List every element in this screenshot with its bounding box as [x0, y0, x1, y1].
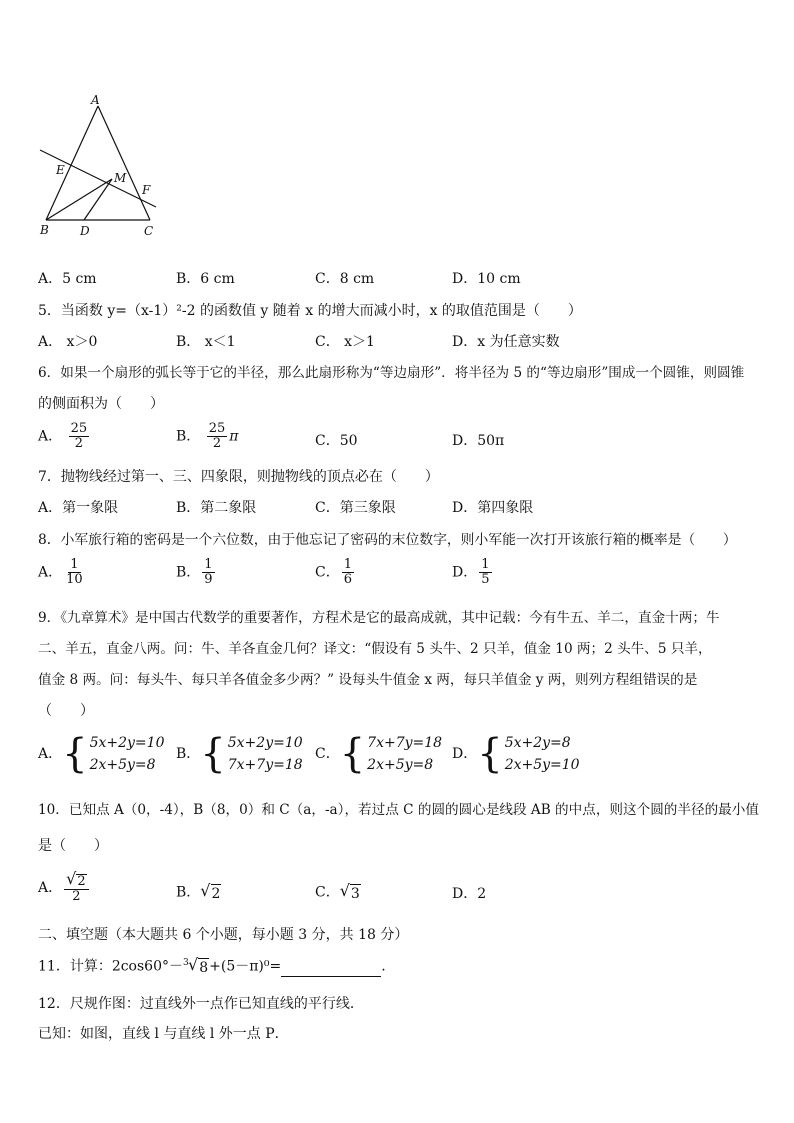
radicand: 2 — [211, 886, 221, 902]
q6-option-b-label: B． — [176, 428, 201, 445]
q5-option-b[interactable]: B． x＜1 — [176, 334, 236, 350]
answer-blank[interactable] — [281, 962, 381, 977]
numerator — [64, 869, 88, 890]
q8-option-b-label: B． — [176, 564, 201, 581]
pi-symbol: π — [229, 428, 239, 445]
label-c: C — [144, 224, 154, 238]
sqrt: √ 2 — [200, 881, 221, 902]
brace: { — [339, 731, 366, 777]
q7-option-a[interactable]: A．第一象限 — [38, 500, 119, 516]
q6-stem-line1: 6．如果一个扇形的弧长等于它的半径，那么此扇形称为“等边扇形”．将半径为 5 的“等边扇形”围成一个圆锥，则圆锥 — [38, 365, 745, 381]
brace: { — [62, 731, 88, 777]
q4-option-a[interactable]: A．5 cm — [38, 271, 97, 287]
q6-option-a-label: A． — [38, 428, 63, 445]
q6-option-b[interactable] — [176, 422, 239, 451]
equation: 7x+7y=18 — [367, 735, 443, 751]
q10-option-d[interactable]: D．2 — [452, 886, 487, 902]
numerator: 1 — [70, 557, 79, 572]
q7-stem: 7．抛物线经过第一、三、四象限，则抛物线的顶点必在（ ） — [38, 469, 439, 485]
label-b: B — [40, 223, 49, 237]
q5-stem: 5．当函数 y=（x-1）²-2 的函数值 y 随着 x 的增大而减小时，x 的取值范围是（ ） — [38, 303, 582, 319]
q9-option-c-label: C． — [315, 746, 340, 762]
q9-option-d-label: D． — [452, 746, 478, 762]
q9-option-a[interactable] — [38, 732, 164, 776]
label-m: M — [114, 171, 127, 185]
q8-stem: 8．小军旅行箱的密码是一个六位数，由于他忘记了密码的末位数字，则小军能一次打开该旅行箱的概率是（ ） — [38, 532, 737, 548]
q10-option-b[interactable] — [176, 882, 221, 903]
root-index: 3 — [183, 958, 189, 968]
fraction — [69, 422, 90, 451]
q4-option-b[interactable]: B．6 cm — [176, 271, 235, 287]
q12-stem-line2: 已知：如图，直线 l 与直线 l 外一点 P． — [38, 1026, 289, 1042]
radicand: 3 — [350, 886, 360, 902]
q4-option-d[interactable]: D．10 cm — [452, 271, 521, 287]
q10-option-c-label: C． — [315, 884, 340, 901]
q6-option-c[interactable]: C．50 — [315, 433, 358, 449]
fraction — [64, 869, 88, 904]
fraction — [342, 558, 354, 587]
cube-root: √ 8 — [188, 955, 209, 976]
equation: 7x+7y=18 — [227, 757, 303, 773]
q10-stem-line1: 10．已知点 A（0，-4），B（8，0）和 C（a，-a），若过点 C 的圆的圆心是线段 AB 的中点，则这个圆的半径的最小值 — [38, 802, 759, 818]
brace: { — [200, 731, 226, 777]
q7-option-c[interactable]: C．第三象限 — [315, 500, 396, 516]
equation: 5x+2y=10 — [89, 735, 165, 751]
q11-stem — [38, 956, 386, 977]
radicand: 8 — [199, 960, 209, 976]
q9-stem-line1: 9．《九章算术》是中国古代数学的重要著作，方程术是它的最高成就，其中记载：今有牛五、羊二，直金十两；牛 — [38, 610, 720, 626]
equation: 5x+2y=8 — [504, 735, 571, 751]
q9-option-d[interactable] — [452, 732, 580, 776]
q6-option-d[interactable]: D．50π — [452, 433, 505, 449]
numerator: 1 — [481, 557, 490, 572]
fraction — [64, 558, 85, 587]
q9-option-b[interactable] — [176, 732, 303, 776]
q5-option-a[interactable]: A． x＞0 — [38, 334, 98, 350]
label-a: A — [91, 93, 100, 107]
q10-option-a-label: A． — [38, 880, 63, 896]
triangle-figure — [36, 92, 166, 242]
fraction — [202, 558, 214, 587]
fraction — [207, 422, 228, 451]
q8-option-d[interactable] — [452, 558, 494, 587]
q11-suffix: +(5－π)⁰= — [209, 958, 282, 975]
q10-option-c[interactable] — [315, 882, 361, 903]
denominator: 10 — [66, 572, 83, 587]
q9-stem-line4: （ ） — [38, 703, 94, 719]
fraction — [479, 558, 491, 587]
q6-option-a[interactable] — [38, 422, 91, 451]
q11-end: . — [381, 958, 386, 975]
section-title-fill-in: 二、填空题（本大题共 6 个小题，每小题 3 分，共 18 分） — [38, 927, 409, 943]
numerator: 1 — [343, 557, 352, 572]
numerator: 1 — [204, 557, 213, 572]
q8-option-d-label: D． — [452, 564, 478, 581]
equation: 2x+5y=8 — [89, 757, 156, 773]
sqrt: √ 2 — [66, 869, 86, 889]
q6-stem-line2: 的侧面积为（ ） — [38, 396, 164, 412]
q10-option-b-label: B． — [176, 884, 201, 901]
denominator: 2 — [212, 436, 222, 451]
denominator: 9 — [204, 572, 213, 587]
label-e: E — [56, 163, 65, 177]
q9-stem-line3: 值金 8 两。问：每头牛、每只羊各值金多少两？” 设每头牛值金 x 两，每只羊值金 y 两，则列方程组错误的是 — [38, 672, 698, 688]
q8-option-a[interactable] — [38, 558, 87, 587]
q10-stem-line2: 是（ ） — [38, 838, 108, 854]
q8-option-a-label: A． — [38, 564, 63, 581]
equation: 5x+2y=10 — [227, 735, 303, 751]
q9-option-c[interactable] — [315, 732, 442, 776]
q9-option-b-label: B． — [176, 746, 201, 762]
q7-option-b[interactable]: B．第二象限 — [176, 500, 257, 516]
q9-stem-line2: 二、羊五，直金八两。问：牛、羊各直金几何？译文：“假设有 5 头牛、2 只羊，值金 10 两；2 头牛、5 只羊， — [38, 641, 712, 657]
q11-prefix: 11．计算：2cos60°－ — [38, 958, 183, 975]
equation: 2x+5y=10 — [504, 757, 580, 773]
q8-option-c[interactable] — [315, 558, 356, 587]
brace: { — [477, 731, 503, 777]
q9-option-a-label: A． — [38, 746, 63, 762]
numerator: 25 — [70, 421, 88, 436]
equation: 2x+5y=8 — [367, 757, 434, 773]
q5-option-d[interactable]: D．x 为任意实数 — [452, 334, 560, 350]
q8-option-b[interactable] — [176, 558, 217, 587]
q8-option-c-label: C． — [315, 564, 340, 581]
q10-option-a[interactable] — [38, 869, 91, 904]
sqrt: √ 3 — [339, 881, 360, 902]
q5-option-c[interactable]: C． x＞1 — [315, 334, 375, 350]
label-f: F — [142, 183, 151, 197]
denominator: 2 — [74, 436, 83, 451]
q4-option-c[interactable]: C．8 cm — [315, 271, 375, 287]
q12-stem-line1: 12．尺规作图：过直线外一点作已知直线的平行线． — [38, 996, 364, 1012]
radicand: 2 — [77, 874, 86, 889]
q7-option-d[interactable]: D．第四象限 — [452, 500, 534, 516]
numerator: 25 — [208, 421, 226, 436]
denominator: 2 — [72, 889, 81, 904]
label-d: D — [80, 224, 90, 238]
denominator: 6 — [343, 572, 352, 587]
denominator: 5 — [481, 572, 490, 587]
